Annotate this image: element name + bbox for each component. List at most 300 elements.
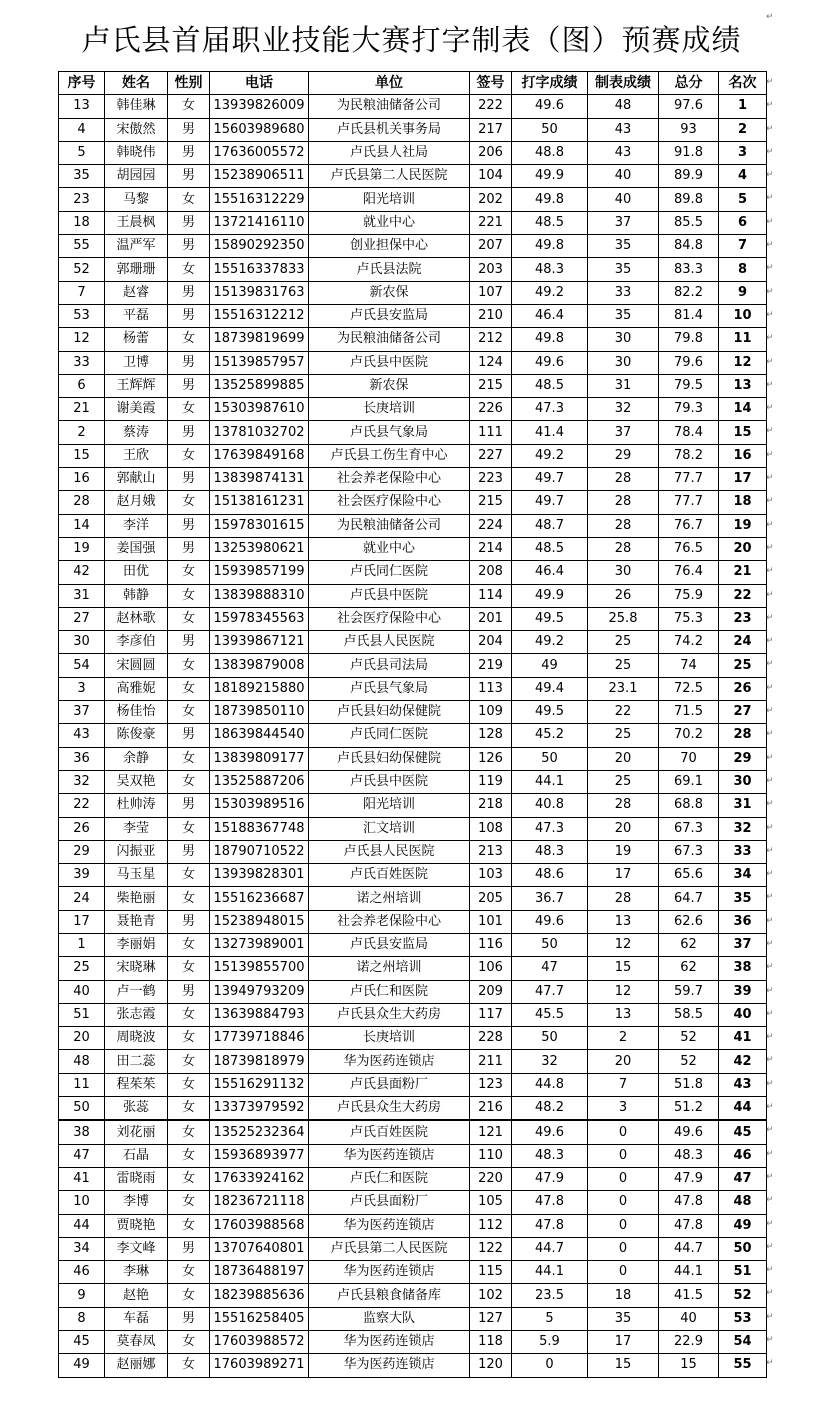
table-score-cell: 0 <box>588 1191 659 1214</box>
total-score-cell: 82.2 <box>659 281 719 304</box>
table-score-cell: 33 <box>588 281 659 304</box>
phone-cell: 13721416110 <box>210 211 309 234</box>
table-row <box>59 328 767 351</box>
paragraph-mark-icon: ↵ <box>766 309 774 320</box>
table-score-cell: 25 <box>588 770 659 793</box>
table-row <box>59 1003 767 1026</box>
typing-score-cell: 50 <box>512 933 588 956</box>
typing-score-cell: 50 <box>512 1027 588 1050</box>
phone-cell: 15139857957 <box>210 351 309 374</box>
draw-number-cell: 206 <box>470 141 512 164</box>
table-score-cell: 25 <box>588 724 659 747</box>
phone-cell: 15188367748 <box>210 817 309 840</box>
table-row <box>59 794 767 817</box>
table-score-cell: 18 <box>588 1284 659 1307</box>
seq-cell: 9 <box>59 1284 105 1307</box>
phone-cell: 15978345563 <box>210 607 309 630</box>
phone-cell: 15139855700 <box>210 957 309 980</box>
paragraph-mark-icon: ↵ <box>766 426 774 437</box>
rank-cell: 46 <box>719 1144 767 1167</box>
draw-number-cell: 213 <box>470 840 512 863</box>
draw-number-cell: 102 <box>470 1284 512 1307</box>
unit-cell: 社会养老保险中心 <box>309 910 470 933</box>
unit-cell: 卢氏县气象局 <box>309 421 470 444</box>
unit-cell: 卢氏县人社局 <box>309 141 470 164</box>
typing-score-cell: 46.4 <box>512 561 588 584</box>
total-score-cell: 49.6 <box>659 1120 719 1144</box>
typing-score-cell: 49.9 <box>512 584 588 607</box>
typing-score-cell: 44.1 <box>512 770 588 793</box>
rank-cell: 15 <box>719 421 767 444</box>
paragraph-mark-icon: ↵ <box>766 1148 774 1159</box>
paragraph-mark-icon: ↵ <box>766 12 774 22</box>
phone-cell: 18236721118 <box>210 1191 309 1214</box>
table-score-cell: 0 <box>588 1214 659 1237</box>
phone-cell: 13839874131 <box>210 468 309 491</box>
draw-number-cell: 226 <box>470 398 512 421</box>
gender-cell: 男 <box>168 351 210 374</box>
phone-cell: 15238906511 <box>210 165 309 188</box>
total-score-cell: 81.4 <box>659 304 719 327</box>
unit-cell: 卢氏仁和医院 <box>309 980 470 1003</box>
total-score-cell: 74.2 <box>659 631 719 654</box>
phone-cell: 13525887206 <box>210 770 309 793</box>
seq-cell: 18 <box>59 211 105 234</box>
gender-cell: 男 <box>168 235 210 258</box>
table-score-cell: 35 <box>588 304 659 327</box>
draw-number-cell: 223 <box>470 468 512 491</box>
seq-cell: 35 <box>59 165 105 188</box>
draw-number-cell: 216 <box>470 1097 512 1121</box>
header-seq: 序号 <box>59 72 105 95</box>
draw-number-cell: 126 <box>470 747 512 770</box>
table-score-cell: 43 <box>588 141 659 164</box>
total-score-cell: 78.2 <box>659 444 719 467</box>
unit-cell: 诺之州培训 <box>309 887 470 910</box>
name-cell: 卫博 <box>105 351 168 374</box>
table-score-cell: 35 <box>588 258 659 281</box>
rank-cell: 21 <box>719 561 767 584</box>
gender-cell: 女 <box>168 864 210 887</box>
total-score-cell: 75.9 <box>659 584 719 607</box>
rank-cell: 30 <box>719 770 767 793</box>
gender-cell: 男 <box>168 794 210 817</box>
draw-number-cell: 111 <box>470 421 512 444</box>
paragraph-mark-icon: ↵ <box>766 1311 774 1322</box>
gender-cell: 女 <box>168 1120 210 1144</box>
table-row <box>59 1167 767 1190</box>
paragraph-mark-icon: ↵ <box>766 659 774 670</box>
table-score-cell: 20 <box>588 747 659 770</box>
rank-cell: 50 <box>719 1237 767 1260</box>
rank-cell: 37 <box>719 933 767 956</box>
name-cell: 蔡涛 <box>105 421 168 444</box>
table-row <box>59 677 767 700</box>
rank-cell: 40 <box>719 1003 767 1026</box>
typing-score-cell: 49.6 <box>512 351 588 374</box>
typing-score-cell: 5.9 <box>512 1331 588 1354</box>
total-score-cell: 89.9 <box>659 165 719 188</box>
draw-number-cell: 215 <box>470 491 512 514</box>
unit-cell: 卢氏县中医院 <box>309 584 470 607</box>
rank-cell: 11 <box>719 328 767 351</box>
unit-cell: 卢氏县安监局 <box>309 933 470 956</box>
total-score-cell: 76.7 <box>659 514 719 537</box>
name-cell: 杨佳怡 <box>105 701 168 724</box>
phone-cell: 17633924162 <box>210 1167 309 1190</box>
name-cell: 张志霞 <box>105 1003 168 1026</box>
total-score-cell: 79.5 <box>659 374 719 397</box>
table-score-cell: 32 <box>588 398 659 421</box>
total-score-cell: 67.3 <box>659 817 719 840</box>
name-cell: 韩佳琳 <box>105 95 168 118</box>
total-score-cell: 76.5 <box>659 537 719 560</box>
seq-cell: 8 <box>59 1307 105 1330</box>
seq-cell: 13 <box>59 95 105 118</box>
gender-cell: 女 <box>168 188 210 211</box>
paragraph-mark-icon: ↵ <box>766 519 774 530</box>
draw-number-cell: 221 <box>470 211 512 234</box>
unit-cell: 卢氏县人民医院 <box>309 840 470 863</box>
phone-cell: 13839888310 <box>210 584 309 607</box>
table-row <box>59 933 767 956</box>
paragraph-mark-icon: ↵ <box>766 962 774 973</box>
table-row <box>59 468 767 491</box>
rank-cell: 43 <box>719 1073 767 1096</box>
paragraph-mark-icon: ↵ <box>766 1102 774 1113</box>
unit-cell: 汇文培训 <box>309 817 470 840</box>
seq-cell: 41 <box>59 1167 105 1190</box>
total-score-cell: 85.5 <box>659 211 719 234</box>
paragraph-mark-icon: ↵ <box>766 845 774 856</box>
paragraph-mark-icon: ↵ <box>766 356 774 367</box>
unit-cell: 为民粮油储备公司 <box>309 514 470 537</box>
paragraph-mark-icon: ↵ <box>766 379 774 390</box>
rank-cell: 12 <box>719 351 767 374</box>
total-score-cell: 59.7 <box>659 980 719 1003</box>
table-row <box>59 351 767 374</box>
table-score-cell: 30 <box>588 328 659 351</box>
typing-score-cell: 49.8 <box>512 235 588 258</box>
total-score-cell: 70.2 <box>659 724 719 747</box>
seq-cell: 27 <box>59 607 105 630</box>
rank-cell: 3 <box>719 141 767 164</box>
unit-cell: 就业中心 <box>309 537 470 560</box>
table-score-cell: 31 <box>588 374 659 397</box>
paragraph-mark-icon: ↵ <box>766 146 774 157</box>
name-cell: 赵林歌 <box>105 607 168 630</box>
name-cell: 李博 <box>105 1191 168 1214</box>
seq-cell: 19 <box>59 537 105 560</box>
rank-cell: 31 <box>719 794 767 817</box>
gender-cell: 女 <box>168 933 210 956</box>
table-row <box>59 701 767 724</box>
table-score-cell: 7 <box>588 1073 659 1096</box>
gender-cell: 女 <box>168 1097 210 1121</box>
total-score-cell: 62 <box>659 933 719 956</box>
unit-cell: 社会医疗保险中心 <box>309 491 470 514</box>
gender-cell: 女 <box>168 607 210 630</box>
paragraph-mark-icon: ↵ <box>766 333 774 344</box>
name-cell: 李洋 <box>105 514 168 537</box>
unit-cell: 华为医药连锁店 <box>309 1050 470 1073</box>
unit-cell: 华为医药连锁店 <box>309 1354 470 1377</box>
total-score-cell: 15 <box>659 1354 719 1377</box>
typing-score-cell: 32 <box>512 1050 588 1073</box>
name-cell: 赵月娥 <box>105 491 168 514</box>
name-cell: 莫春凤 <box>105 1331 168 1354</box>
phone-cell: 13639884793 <box>210 1003 309 1026</box>
seq-cell: 17 <box>59 910 105 933</box>
table-score-cell: 22 <box>588 701 659 724</box>
phone-cell: 13839879008 <box>210 654 309 677</box>
table-row <box>59 444 767 467</box>
table-score-cell: 37 <box>588 421 659 444</box>
seq-cell: 33 <box>59 351 105 374</box>
table-row <box>59 770 767 793</box>
typing-score-cell: 49.8 <box>512 188 588 211</box>
phone-cell: 15516258405 <box>210 1307 309 1330</box>
name-cell: 谢美霞 <box>105 398 168 421</box>
paragraph-mark-icon: ↵ <box>766 1078 774 1089</box>
paragraph-mark-icon: ↵ <box>766 1171 774 1182</box>
table-score-cell: 20 <box>588 1050 659 1073</box>
total-score-cell: 69.1 <box>659 770 719 793</box>
total-score-cell: 78.4 <box>659 421 719 444</box>
name-cell: 闪振亚 <box>105 840 168 863</box>
rank-cell: 5 <box>719 188 767 211</box>
rank-cell: 20 <box>719 537 767 560</box>
typing-score-cell: 47.3 <box>512 817 588 840</box>
table-row <box>59 957 767 980</box>
table-score-cell: 35 <box>588 235 659 258</box>
draw-number-cell: 118 <box>470 1331 512 1354</box>
typing-score-cell: 49.2 <box>512 281 588 304</box>
table-score-cell: 25 <box>588 654 659 677</box>
unit-cell: 卢氏县第二人民医院 <box>309 165 470 188</box>
paragraph-mark-icon: ↵ <box>766 263 774 274</box>
typing-score-cell: 50 <box>512 118 588 141</box>
total-score-cell: 44.1 <box>659 1261 719 1284</box>
total-score-cell: 67.3 <box>659 840 719 863</box>
gender-cell: 男 <box>168 211 210 234</box>
phone-cell: 15939857199 <box>210 561 309 584</box>
seq-cell: 55 <box>59 235 105 258</box>
table-score-cell: 40 <box>588 188 659 211</box>
phone-cell: 18239885636 <box>210 1284 309 1307</box>
draw-number-cell: 208 <box>470 561 512 584</box>
gender-cell: 女 <box>168 887 210 910</box>
table-row <box>59 1191 767 1214</box>
table-row <box>59 235 767 258</box>
total-score-cell: 47.8 <box>659 1214 719 1237</box>
total-score-cell: 47.8 <box>659 1191 719 1214</box>
paragraph-mark-icon: ↵ <box>766 473 774 484</box>
draw-number-cell: 107 <box>470 281 512 304</box>
rank-cell: 45 <box>719 1120 767 1144</box>
total-score-cell: 52 <box>659 1027 719 1050</box>
phone-cell: 18639844540 <box>210 724 309 747</box>
draw-number-cell: 106 <box>470 957 512 980</box>
name-cell: 田优 <box>105 561 168 584</box>
table-score-cell: 12 <box>588 933 659 956</box>
gender-cell: 女 <box>168 817 210 840</box>
typing-score-cell: 48.2 <box>512 1097 588 1121</box>
unit-cell: 创业担保中心 <box>309 235 470 258</box>
name-cell: 雷晓雨 <box>105 1167 168 1190</box>
draw-number-cell: 122 <box>470 1237 512 1260</box>
phone-cell: 17603988572 <box>210 1331 309 1354</box>
name-cell: 刘花丽 <box>105 1120 168 1144</box>
table-row <box>59 1214 767 1237</box>
draw-number-cell: 109 <box>470 701 512 724</box>
gender-cell: 男 <box>168 281 210 304</box>
draw-number-cell: 201 <box>470 607 512 630</box>
gender-cell: 男 <box>168 631 210 654</box>
draw-number-cell: 204 <box>470 631 512 654</box>
table-row <box>59 817 767 840</box>
seq-cell: 49 <box>59 1354 105 1377</box>
paragraph-mark-icon: ↵ <box>766 799 774 810</box>
table-body <box>59 95 767 1377</box>
paragraph-mark-icon: ↵ <box>766 566 774 577</box>
rank-cell: 38 <box>719 957 767 980</box>
gender-cell: 男 <box>168 910 210 933</box>
total-score-cell: 93 <box>659 118 719 141</box>
paragraph-mark-icon: ↵ <box>766 752 774 763</box>
name-cell: 胡园园 <box>105 165 168 188</box>
name-cell: 吴双艳 <box>105 770 168 793</box>
rank-cell: 14 <box>719 398 767 421</box>
seq-cell: 44 <box>59 1214 105 1237</box>
unit-cell: 华为医药连锁店 <box>309 1214 470 1237</box>
unit-cell: 为民粮油储备公司 <box>309 95 470 118</box>
paragraph-mark-icon: ↵ <box>766 1032 774 1043</box>
typing-score-cell: 49.7 <box>512 491 588 514</box>
total-score-cell: 62 <box>659 957 719 980</box>
phone-cell: 17636005572 <box>210 141 309 164</box>
rank-cell: 54 <box>719 1331 767 1354</box>
table-row <box>59 864 767 887</box>
unit-cell: 卢氏县面粉厂 <box>309 1191 470 1214</box>
table-row <box>59 1237 767 1260</box>
total-score-cell: 65.6 <box>659 864 719 887</box>
phone-cell: 17603989271 <box>210 1354 309 1377</box>
typing-score-cell: 48.6 <box>512 864 588 887</box>
draw-number-cell: 108 <box>470 817 512 840</box>
table-header-row <box>59 72 767 95</box>
table-score-cell: 2 <box>588 1027 659 1050</box>
header-table-score: 制表成绩 <box>588 72 659 95</box>
paragraph-mark-icon: ↵ <box>766 985 774 996</box>
table-row <box>59 1120 767 1144</box>
rank-cell: 7 <box>719 235 767 258</box>
phone-cell: 15978301615 <box>210 514 309 537</box>
table-score-cell: 28 <box>588 491 659 514</box>
unit-cell: 长庚培训 <box>309 398 470 421</box>
typing-score-cell: 44.8 <box>512 1073 588 1096</box>
draw-number-cell: 103 <box>470 864 512 887</box>
draw-number-cell: 105 <box>470 1191 512 1214</box>
paragraph-mark-icon: ↵ <box>766 1288 774 1299</box>
rank-cell: 8 <box>719 258 767 281</box>
table-score-cell: 0 <box>588 1120 659 1144</box>
table-score-cell: 28 <box>588 887 659 910</box>
name-cell: 郭珊珊 <box>105 258 168 281</box>
seq-cell: 20 <box>59 1027 105 1050</box>
typing-score-cell: 46.4 <box>512 304 588 327</box>
paragraph-mark-icon: ↵ <box>766 193 774 204</box>
total-score-cell: 97.6 <box>659 95 719 118</box>
name-cell: 贾晓艳 <box>105 1214 168 1237</box>
table-score-cell: 28 <box>588 794 659 817</box>
rank-cell: 33 <box>719 840 767 863</box>
draw-number-cell: 113 <box>470 677 512 700</box>
table-row <box>59 1354 767 1377</box>
seq-cell: 25 <box>59 957 105 980</box>
table-score-cell: 30 <box>588 561 659 584</box>
typing-score-cell: 40.8 <box>512 794 588 817</box>
typing-score-cell: 47.9 <box>512 1167 588 1190</box>
table-score-cell: 40 <box>588 165 659 188</box>
table-score-cell: 15 <box>588 957 659 980</box>
total-score-cell: 89.8 <box>659 188 719 211</box>
table-score-cell: 28 <box>588 514 659 537</box>
gender-cell: 女 <box>168 1354 210 1377</box>
draw-number-cell: 123 <box>470 1073 512 1096</box>
seq-cell: 28 <box>59 491 105 514</box>
total-score-cell: 70 <box>659 747 719 770</box>
table-score-cell: 25.8 <box>588 607 659 630</box>
phone-cell: 13525232364 <box>210 1120 309 1144</box>
phone-cell: 17639849168 <box>210 444 309 467</box>
draw-number-cell: 219 <box>470 654 512 677</box>
draw-number-cell: 207 <box>470 235 512 258</box>
table-score-cell: 29 <box>588 444 659 467</box>
name-cell: 韩静 <box>105 584 168 607</box>
total-score-cell: 40 <box>659 1307 719 1330</box>
rank-cell: 1 <box>719 95 767 118</box>
rank-cell: 26 <box>719 677 767 700</box>
seq-cell: 52 <box>59 258 105 281</box>
unit-cell: 卢氏同仁医院 <box>309 724 470 747</box>
seq-cell: 26 <box>59 817 105 840</box>
seq-cell: 38 <box>59 1120 105 1144</box>
seq-cell: 10 <box>59 1191 105 1214</box>
draw-number-cell: 215 <box>470 374 512 397</box>
name-cell: 王晨枫 <box>105 211 168 234</box>
gender-cell: 女 <box>168 561 210 584</box>
draw-number-cell: 127 <box>470 1307 512 1330</box>
typing-score-cell: 47.3 <box>512 398 588 421</box>
gender-cell: 男 <box>168 304 210 327</box>
rank-cell: 42 <box>719 1050 767 1073</box>
total-score-cell: 77.7 <box>659 491 719 514</box>
phone-cell: 13525899885 <box>210 374 309 397</box>
seq-cell: 15 <box>59 444 105 467</box>
unit-cell: 卢氏县众生大药房 <box>309 1097 470 1121</box>
unit-cell: 监察大队 <box>309 1307 470 1330</box>
rank-cell: 9 <box>719 281 767 304</box>
typing-score-cell: 47.8 <box>512 1214 588 1237</box>
draw-number-cell: 228 <box>470 1027 512 1050</box>
seq-cell: 7 <box>59 281 105 304</box>
paragraph-mark-icon: ↵ <box>766 449 774 460</box>
paragraph-mark-icon: ↵ <box>766 869 774 880</box>
name-cell: 赵艳 <box>105 1284 168 1307</box>
phone-cell: 13373979592 <box>210 1097 309 1121</box>
name-cell: 杨蕾 <box>105 328 168 351</box>
